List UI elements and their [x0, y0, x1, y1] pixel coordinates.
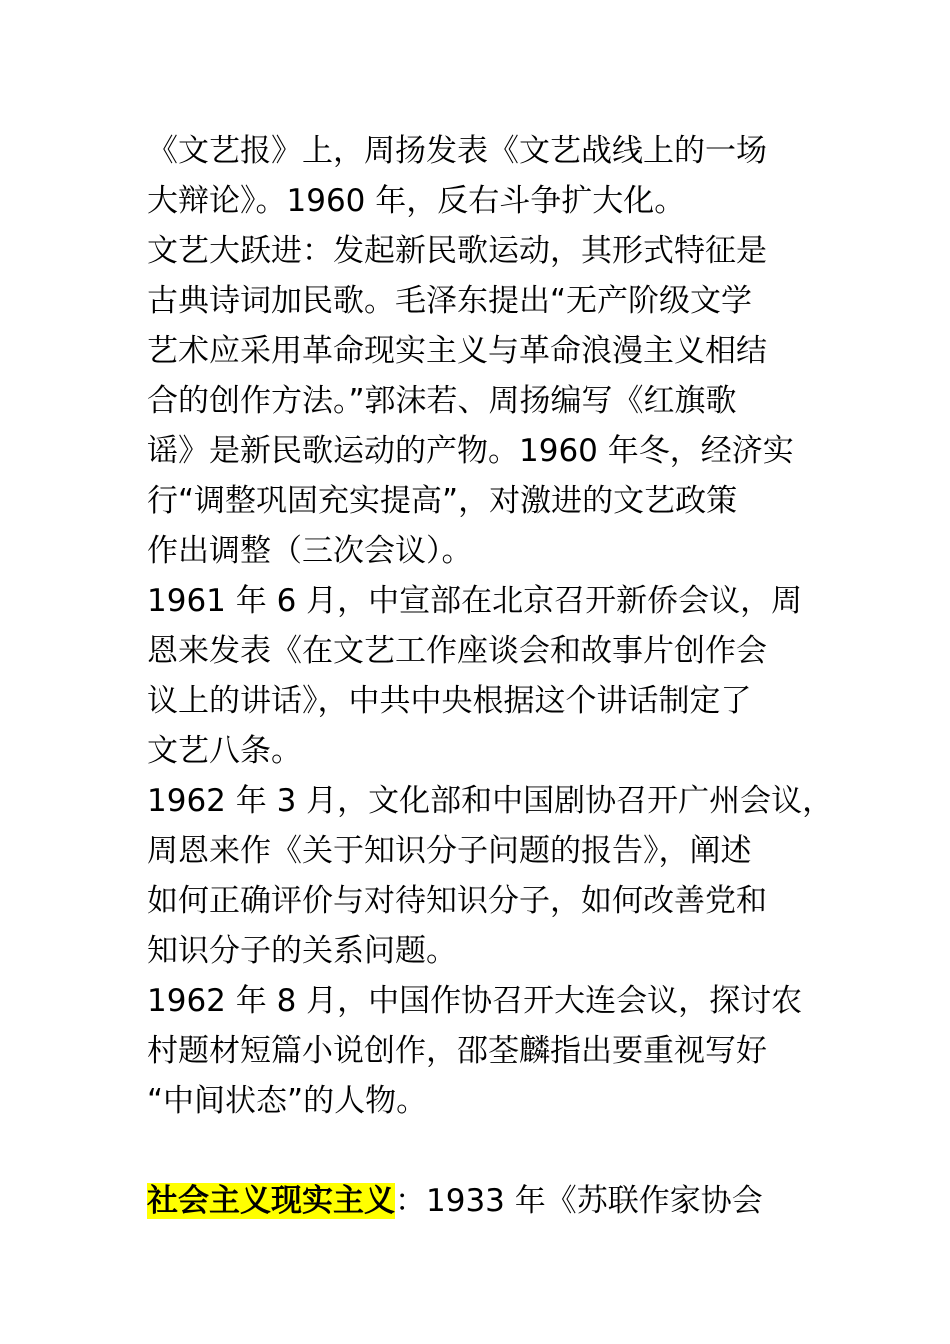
text-line: 文艺大跃进：发起新民歌运动，其形式特征是 — [147, 233, 767, 269]
text-line: 议上的讲话》，中共中央根据这个讲话制定了 — [147, 683, 752, 719]
text-line — [147, 1176, 819, 1226]
text-line: 行“调整巩固充实提高”，对激进的文艺政策 — [147, 483, 738, 519]
text-line: “中间状态”的人物。 — [147, 1083, 428, 1119]
text-line: 艺术应采用革命现实主义与革命浪漫主义相结 — [147, 333, 767, 369]
paragraph-socialist-realism — [147, 1176, 819, 1226]
text-line: 谣》是新民歌运动的产物。1960 年冬，经济实 — [147, 433, 794, 469]
text-line: 文艺八条。 — [147, 733, 302, 769]
paragraph-spacer — [147, 1126, 819, 1176]
paragraph-wenyibao — [147, 126, 819, 226]
document-body — [147, 126, 834, 1226]
text-line: 恩来发表《在文艺工作座谈会和故事片创作会 — [147, 633, 767, 669]
text-line: 《文艺报》上，周扬发表《文艺战线上的一场 — [147, 133, 767, 169]
text-line: 知识分子的关系问题。 — [147, 933, 457, 969]
text-line: 1961 年 6 月，中宣部在北京召开新侨会议，周 — [147, 583, 803, 619]
text-line: 1962 年 8 月，中国作协召开大连会议，探讨农 — [147, 983, 803, 1019]
text-line: 1962 年 3 月，文化部和中国剧协召开广州会议， — [147, 783, 834, 819]
paragraph-1962-dalian — [147, 976, 819, 1126]
text-line: 作出调整（三次会议）。 — [147, 533, 473, 569]
term-definition-start: ：1933 年《苏联作家协会 — [395, 1183, 763, 1219]
text-line: 古典诗词加民歌。毛泽东提出“无产阶级文学 — [147, 283, 753, 319]
text-line: 大辩论》。1960 年，反右斗争扩大化。 — [147, 183, 686, 219]
text-line: 周恩来作《关于知识分子问题的报告》，阐述 — [147, 833, 752, 869]
highlighted-term: 社会主义现实主义 — [147, 1183, 395, 1219]
paragraph-great-leap — [147, 226, 819, 576]
paragraph-1962-guangzhou — [147, 776, 834, 976]
text-line: 村题材短篇小说创作，邵荃麟指出要重视写好 — [147, 1033, 767, 1069]
paragraph-1961-xinqiao — [147, 576, 819, 776]
text-line: 如何正确评价与对待知识分子，如何改善党和 — [147, 883, 767, 919]
text-line: 合的创作方法。”郭沫若、周扬编写《红旗歌 — [147, 383, 737, 419]
